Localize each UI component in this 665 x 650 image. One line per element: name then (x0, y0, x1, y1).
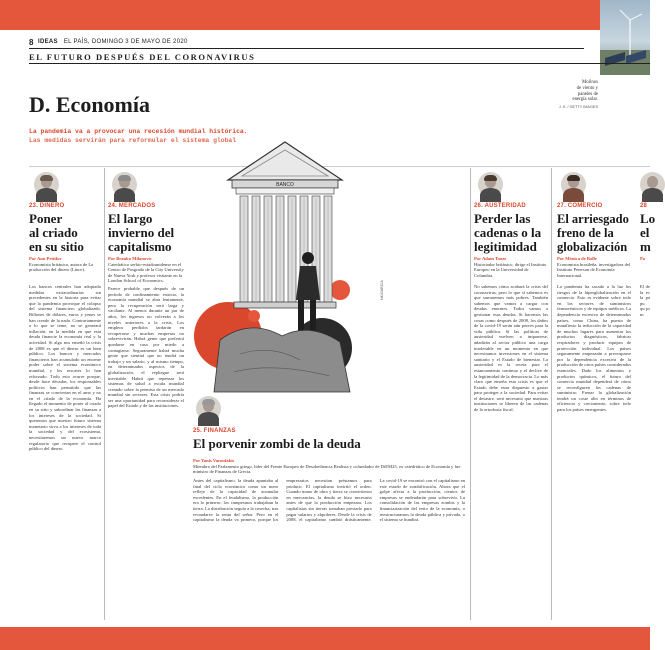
column-divider (470, 168, 471, 620)
headline-line: El largo (108, 211, 153, 226)
top-accent-bar (0, 0, 650, 30)
article-body: Antes del capitalismo, la deuda apuntaba al final del ciclo económico como un mero reflejo de la capacidad de acumular excedentes. En el feudalismo, la producción era lo primero: los campesinos trabajaban la tierra. La distribución seguía a la cosecha, tras recaudarse la renta del señor. Pero en el capitalismo la deuda va primero, porque los empresarios necesitan préstamos para producir. El capitalismo invirtió el orden. Cuando mano de obra y tierra se convirtieron en mercancías, la deuda se hizo necesaria antes de que la producción empezara. Los capitalistas sin tierras tomaban prestado para pagar salarios y alquileres. Desde la crisis de 2008, el capitalismo cambió drásticamente. La covid-19 se encontró con el capitalismo en este estado de zombificación. Ahora que el golpe afecta a la producción, cientos de empresas se endeudarán para sobrevivir. La consolidación de las empresas zombis y la financiarización del resto de la economía, o reestructuramos la deuda pública y privada, o el sistema se hundirá. (193, 478, 465, 523)
header-rule (29, 48, 584, 49)
headline-line: Poner (29, 211, 63, 226)
article-headline (640, 211, 656, 254)
running-head (38, 39, 188, 45)
headline-line: cadenas o la (474, 225, 542, 240)
article-section-label: 23. DINERO (29, 203, 65, 209)
standfirst-line-2: Las medidas servirán para reformular el sistema global (29, 137, 237, 144)
article-section-label: 25. FINANZAS (193, 428, 236, 434)
headline-line: el (640, 225, 650, 240)
headline-line: Lo (640, 211, 656, 226)
caption-line: energía solar. (572, 97, 598, 103)
article-byline (108, 256, 184, 284)
author-photo-avatar (478, 172, 503, 197)
column-divider (104, 168, 105, 620)
author-photo-avatar (112, 172, 137, 197)
photo-credit: J. K. / GETTY IMAGES (558, 105, 598, 110)
small-red-dot (330, 280, 350, 300)
caption-line: Molinos (582, 80, 598, 85)
headline-line: freno de la (557, 226, 614, 240)
article-section-label: 24. MERCADOS (108, 203, 156, 209)
article-headline (557, 212, 647, 254)
headline-line: legitimidad (474, 239, 537, 254)
headline-line: al criado (29, 225, 78, 240)
author-photo-avatar (561, 172, 586, 197)
author-bio: Catedrático serbio-estadounidense en el Centro de Posgrado de la City University de Nueva York y profesor visitante en la London School of Economics. (108, 261, 184, 284)
headline-line: globalización (557, 240, 628, 254)
page-number: 8 (29, 38, 34, 47)
standfirst-line-1: La pandemia va a provocar una recesión mundial histórica. (29, 128, 248, 135)
article-headline (193, 437, 361, 451)
article-byline (640, 256, 650, 262)
headline-line: m (640, 239, 651, 254)
kicker-rule (29, 63, 650, 64)
author-photo-avatar (640, 172, 665, 197)
bank-illustration (190, 140, 380, 392)
article-body: Los bancos centrales han adoptado medidas extraordinarias sin precedentes en la historia para evitar que la pandemia provoque el colapso del sistema financiero globalizado. Billones de dólares, euros y yenes se han creado de la nada. Contrariamente a lo que se teme, no se generará inflación, en la medida en que esta deuda financie la economía real y la actividad. Si algo nos enseñó la crisis de 2008 es que el dinero es un bien público. Los bancos y mercados financieros han acumulado un enorme poder sobre el sistema económico mundial, y los rescates lo han reforzado. Todo esto ocurre porque, desde hace décadas, los responsables políticos han permitido que las finanzas se conviertan en el amo y no en el criado de la economía. Ha llegado el momento de poner al criado en su sitio y subordinar las finanzas a los intereses de la sociedad. Si queremos que nuestro futuro sistema monetario sirva a los intereses de toda la sociedad y del ecosistema, necesitaremos un nuevo marco regulatorio que recupere el control público del dinero. (29, 284, 101, 452)
article-headline (29, 212, 101, 254)
author-bio: Economista británica, autora de La producción del dinero (Lince). (29, 261, 94, 273)
author-name: Por Yanis Varoufakis (193, 458, 235, 463)
article-headline (474, 212, 552, 254)
caption-line: paneles de (577, 91, 598, 97)
article-section-label: 27. COMERCIO (557, 203, 603, 209)
headline-line: en su sitio (29, 239, 84, 254)
article-byline (193, 458, 465, 475)
author-bio: Miembro del Parlamento griego, líder del Frente Europeo de Desobediencia Realista y cofundador de DiEM25, ex catedrático de Economía y fue ministro de Finanzas de Grecia. (193, 463, 461, 475)
author-bio: Economista brasileña, investigadora del Instituto Peterson de Economía Internacional. (557, 261, 631, 278)
author-name: Por Branko Milanovic (108, 256, 152, 261)
headline-line: invierno del (108, 225, 175, 240)
series-kicker: EL FUTURO DESPUÉS DEL CORONAVIRUS (29, 52, 256, 62)
article-body: El de la ec la pa pu qu pr m (640, 284, 650, 317)
article-section-label: 26. AUSTERIDAD (474, 203, 526, 209)
article-byline (29, 256, 101, 273)
headline-line: El porvenir zombi de la deuda (193, 436, 361, 451)
section-name: IDEAS (38, 39, 58, 45)
author-name: Por Mónica de Bolle (557, 256, 597, 261)
article-body: La pandemia ha sacado a la luz los riesgos de la hiperglobalización en el comercio. Esto es evidente sobre todo en los sectores de suministros farmacéuticos y de equipos médicos. La dependencia excesiva de determinados países, como China, ha puesto de manifiesto la reducción de la capacidad de muchos lugares para aumentar los productos diagnósticos, fabricar respiradores y producir equipos de protección individual. Los países seguramente empezarán a preocuparse por la dependencia excesiva de la producción de otros países considerados esenciales. Dado los alimentos y productos químicos, el futuro del comercio mundial dependerá de cómo se reconfiguren las cadenas de suministro. Frenar la globalización tendrá un coste alto en términos de eficiencia y crecimiento, sobre todo para los países emergentes. (557, 284, 631, 413)
publication-date: EL PAÍS, DOMINGO 3 DE MAYO DE 2020 (63, 39, 188, 45)
illustration-credit: NK/GARCÍA (380, 280, 384, 300)
article-byline (474, 256, 548, 278)
article-headline (108, 212, 186, 254)
headline-line: Perder las (474, 211, 531, 226)
author-photo-avatar (196, 396, 221, 421)
bank-sign: BANCO (276, 182, 294, 188)
rock-base (214, 328, 350, 392)
article-byline (557, 256, 631, 278)
author-name: Po (640, 256, 646, 261)
headline-line: capitalismo (108, 239, 172, 254)
small-red-dot (248, 310, 260, 322)
caption-line: de viento y (576, 85, 598, 91)
page-title: D. Economía (29, 92, 150, 117)
photo-caption (548, 80, 598, 109)
author-bio: Historiador británico, dirige el Instituto Europeo en la Universidad de Columbia. (474, 261, 547, 278)
article-section-label: 28 (640, 203, 648, 209)
author-name: Por Ann Pettifor (29, 256, 62, 261)
author-photo-avatar (34, 172, 59, 197)
headline-line: El arriesgado (557, 212, 629, 226)
article-body: Parece probable que después de un período de confinamiento estricto, la economía mundial se abra lentamente, pero la recuperación será larga y vacilante. Al menos durante un par de años, los ingresos no volverán a los niveles anteriores a la crisis. Los empleos perdidos tardarán en recuperarse y muchas empresas no sobrevivirán. Habrá gente que preferirá quedarse en casa por miedo a contagiarse. Seguramente habrá mucha gente que sientirá que no tendrá un trabajo y un salario, y al mismo tiempo, en determinados aspectos de la globalización, el repliegue será inevitable. Habrá que repensar los sistemas de salud a escala mundial creando sobre la premisa de un mercado mundial sin sectores. Esta crisis podría ser una oportunidad para reconsiderar el papel del Estado y de las instituciones. (108, 286, 184, 409)
author-name: Por Adam Tooze (474, 256, 507, 261)
bottom-accent-bar (0, 627, 650, 650)
article-body: No sabemos cómo acabará la crisis del coronavirus, pero lo que sí sabemos es que sumaremos más pobres. También sabemos que vamos a cargar con deudas enormes. Todos vamos a gestionar esas deudas. Si hacemos las cosas como después de 2008, los daños de la covid-19 serán aún peores para la vida pública. Si las políticas de austeridad vuelven a imponerse, añadirán al sector público una carga intolerable en un momento en que necesitamos inversiones en el sistema sanitario y el Estado de bienestar. La austeridad es la receta para el estancamiento continuo y el declive de la legitimidad de la democracia. Lo más claro que enseña esta crisis es que el Estado debe estar dispuesto a gastar para proteger a la sociedad. Para evitar el desastre, será necesario que nuestras instituciones se liberen de las cadenas de la ortodoxia fiscal. (474, 284, 548, 413)
